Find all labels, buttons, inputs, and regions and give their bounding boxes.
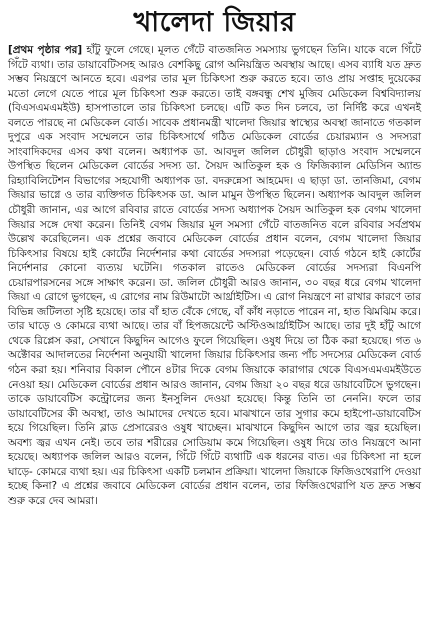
article-text: হাঁটু ফুলে গেছে। মূলত গেঁটে বাতজনিত সমস্যায় ভুগছেন তিনি। যাকে বলে গিঁটে গিঁটে ব্যথা। তার ডায়াবেটিসসহ আরও বেশকিছু রোগ অনিয়ন্ত্রিত অবস্থায় আছে। এসব ব্যাধি যত দ্রুত সম্ভব নিয়ন্ত্রণে আনতে হবে। এরপর তার মূল চিকিৎসা শুরু করতে হবে। তাও প্রায় সপ্তাহ দুয়েকের মতো লেগে যেতে পারে মূল চিকিৎসা শুরু করতে। তাই বঙ্গবন্ধু শেখ মুজিব মেডিকেল বিশ্ববিদ্যালয় (বিএসএমএমইউ) হাসপাতালে তার চিকিৎসা চলছে। এটি কত দিন চলবে, তা নির্দিষ্ট করে এখনই বলতে পারছে না মেডিকেল বোর্ড। সাবেক প্রধানমন্ত্রী খালেদা জিয়ার স্বাস্থ্যের অবস্থা জানাতে গতকাল দুপুরে এক সংবাদ সম্মেলনে তার চিকিৎসার্থে গঠিত মেডিকেল বোর্ডের চেয়ারম্যান ও সদস্যরা সাংবাদিকদের এসব কথা বলেন। অধ্যাপক ডা. আবদুল জলিল চৌধুরী ছাড়াও সংবাদ সম্মেলনে উপস্থিত ছিলেন মেডিকেল বোর্ডের সদস্য ডা. সৈয়দ আতিকুল হক ও ফিজিক্যাল মেডিসিন অ্যান্ড রিহ্যাবিলিটেশন বিভাগের সহযোগী অধ্যাপক ডা. বদরুন্নেসা আহমেদ। এ ছাড়া ডা. তানজিমা, বেগম জিয়ার ভাগ্নে ও তার ব্যক্তিগত চিকিৎসক ডা. আল মামুন উপস্থিত ছিলেন। অধ্যাপক আবদুল জলিল চৌধুরী জানান, এর আগে রবিবার রাতে বোর্ডের সদস্য অধ্যাপক সৈয়দ আতিকুল হক বেগম খালেদা জিয়ার সঙ্গে দেখা করেন। তিনিই বেগম জিয়ার মূল সমস্যা গেঁটে বাতজনিত বলে রবিবার সর্বপ্রথম উল্লেখ করেছিলেন। এক প্রশ্নের জবাবে মেডিকেল বোর্ডের প্রধান বলেন, বেগম খালেদা জিয়ার চিকিৎসার বিষয়ে হাই কোর্টের নির্দেশনার কথা বোর্ডের সদস্যরা পড়েছেন। বোর্ড গঠনে হাই কোর্টের নির্দেশনার কোনো ব্যত্যয় ঘটেনি। গতকাল রাতেও মেডিকেল বোর্ডের সদস্যরা বিএনপি চেয়ারপারসনের সঙ্গে সাক্ষাৎ করেন। ডা. জলিল চৌধুরী আরও জানান, ৩০ বছর ধরে বেগম খালেদা জিয়া এ রোগে ভুগছেন, এ রোগের নাম রিউমাটো আর্থ্রাইটিস। এ রোগ নিয়ন্ত্রণে না রাখার কারণে তার বিভিন্ন জটিলতা সৃষ্টি হয়েছে। তার বাঁ হাত বেঁকে গেছে, বাঁ কাঁধ নড়াতে পারেন না, হাত ঝিমঝিম করে। তার ঘাড়ে ও কোমরে ব্যথা আছে। তার বাঁ হিপজয়েন্টে অস্টিওআর্থ্রাইটিস আছে। তার দুই হাঁটু আগে থেকে রিপ্লেস করা, সেখানে কিছুদিন আগেও ফুলে গিয়েছিল। ওষুধ দিয়ে তা ঠিক করা হয়েছে। গত ৬ অক্টোবর আদালতের নির্দেশনা অনুযায়ী খালেদা জিয়ার চিকিৎসার জন্য পাঁচ সদস্যের মেডিকেল বোর্ড গঠন করা হয়। শনিবার বিকাল পৌনে ৪টার দিকে বেগম জিয়াকে কারাগার থেকে বিএসএমএমইউতে নেওয়া হয়। মেডিকেল বোর্ডের প্রধান আরও জানান, বেগম জিয়া ২০ বছর ধরে ডায়াবেটিসে ভুগছেন। তাকে ডায়াবেটিস কন্ট্রোলের জন্য ইনসুলিন দেওয়া হয়েছে। কিন্তু তিনি তা নেননি। ফলে তার ডায়াবেটিসের কী অবস্থা, তাও আমাদের দেখতে হবে। মাঝখানে তার সুগার কমে হাইপো-ডায়াবেটিস হয়ে গিয়েছিল। তিনি ব্লাড প্রেসারেরও ওষুধ খাচ্ছেন। মাঝখানে কিছুদিন আগে তার জ্বর হয়েছিল। অবশ্য জ্বর এখন নেই। তবে তার শরীরের সোডিয়াম কমে গিয়েছিল। ওষুধ দিয়ে তাও নিয়ন্ত্রণে আনা হয়েছে। অধ্যাপক জলিল আরও বলেন, গিঁটে গিঁটে ব্যথাটি এক ধরনের বাত। এর চিকিৎসা না হলে ঘাড়ে- কোমরে ব্যথা হয়। এর চিকিৎসা একটি চলমান প্রক্রিয়া। খালেদা জিয়াকে ফিজিওথেরাপি দেওয়া হচ্ছে কিনা? এ প্রশ্নের জবাবে মেডিকেল বোর্ডের প্রধান বলেন, তার ফিজিওথেরাপি যত দ্রুত সম্ভব শুরু করে দেব আমরা। [8, 44, 422, 507]
article-body [8, 43, 421, 509]
continuation-label: [প্রথম পৃষ্ঠার পর] [8, 44, 83, 56]
article-paragraph [8, 43, 421, 509]
headline: খালেদা জিয়ার [133, 7, 296, 38]
